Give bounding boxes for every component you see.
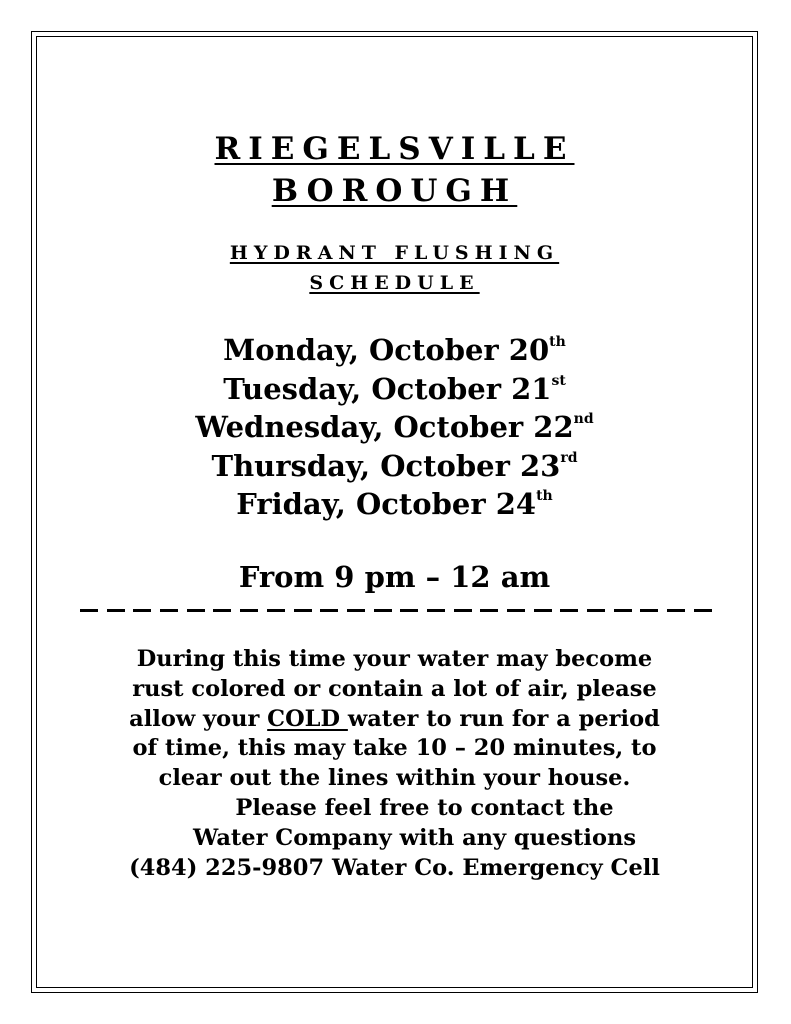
divider-dash — [667, 609, 685, 612]
notice-title — [36, 128, 753, 212]
subtitle-line-2: SCHEDULE — [309, 272, 480, 294]
divider-dash — [640, 609, 658, 612]
divider-dash — [294, 609, 312, 612]
divider-dash — [427, 609, 445, 612]
divider-dash — [107, 609, 125, 612]
body-line: During this time your water may become — [136, 646, 653, 672]
body-line: Water Company with any questions — [193, 824, 636, 851]
divider-dash — [694, 609, 712, 612]
divider-dash — [480, 609, 498, 612]
divider-dash — [400, 609, 418, 612]
divider-dash — [534, 609, 552, 612]
date-item: Monday, October 20th — [223, 333, 566, 367]
body-line: of time, this may take 10 – 20 minutes, to — [132, 735, 657, 762]
divider-dash — [267, 609, 285, 612]
body-line: allow your COLD water to run for a period — [129, 705, 660, 732]
body-line: Please feel free to contact the — [235, 794, 614, 821]
notice-body — [36, 645, 753, 883]
divider-dash — [454, 609, 472, 612]
divider-dash — [187, 609, 205, 612]
divider-dash — [320, 609, 338, 612]
flushing-time: From 9 pm – 12 am — [238, 560, 551, 594]
contact-phone: (484) 225-9807 Water Co. Emergency Cell — [129, 854, 660, 881]
divider-dash — [160, 609, 178, 612]
divider-dash — [240, 609, 258, 612]
title-line-1: RIEGELSVILLE — [214, 131, 575, 167]
divider-dash — [133, 609, 151, 612]
date-item: Tuesday, October 21st — [223, 371, 566, 406]
divider-dash — [213, 609, 231, 612]
cold-emphasis: COLD — [267, 705, 348, 732]
dashed-divider — [80, 607, 712, 615]
divider-dash — [507, 609, 525, 612]
divider-dash — [560, 609, 578, 612]
date-item: Friday, October 24th — [236, 487, 553, 521]
date-item: Wednesday, October 22nd — [195, 410, 594, 444]
subtitle-line-1: HYDRANT FLUSHING — [229, 242, 560, 264]
body-line: clear out the lines within your house. — [158, 765, 631, 792]
divider-dash — [80, 609, 98, 612]
notice-subtitle — [36, 238, 753, 298]
divider-dash — [614, 609, 632, 612]
divider-dash — [374, 609, 392, 612]
date-item: Thursday, October 23rd — [211, 448, 578, 483]
body-line: rust colored or contain a lot of air, please — [132, 675, 657, 702]
flushing-dates — [36, 331, 753, 524]
divider-dash — [347, 609, 365, 612]
title-line-2: BOROUGH — [271, 173, 518, 209]
divider-dash — [587, 609, 605, 612]
